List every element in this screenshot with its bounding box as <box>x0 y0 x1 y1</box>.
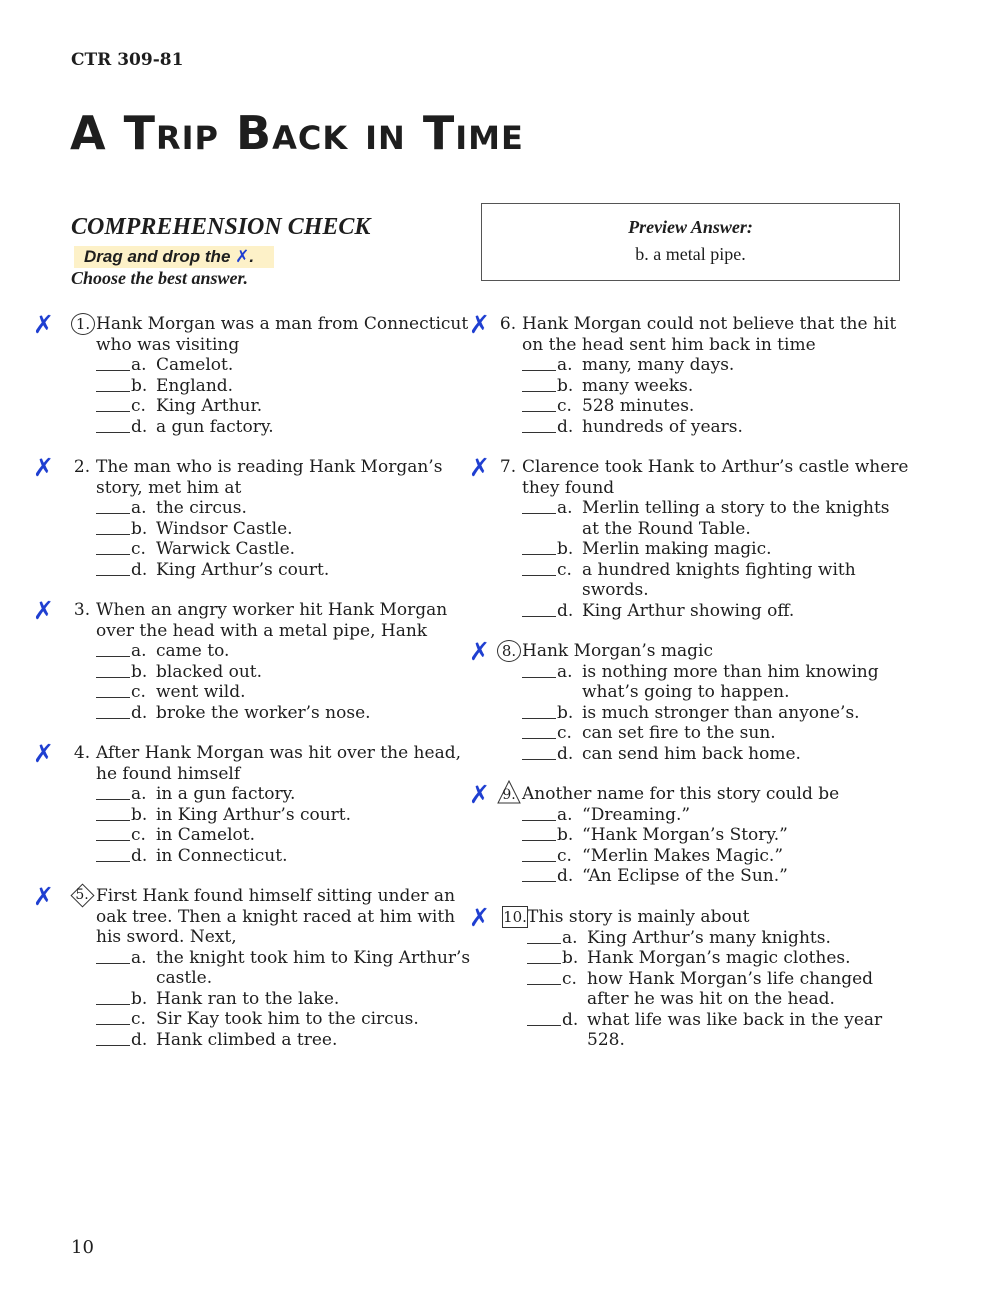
question-stem: When an angry worker hit Hank Morgan over the head with a metal pipe, Hank <box>96 600 448 641</box>
preview-label: Preview Answer: <box>628 217 753 237</box>
option-text: 528 minutes. <box>582 396 695 416</box>
answer-option <box>96 784 461 805</box>
x-mark-icon[interactable]: ✗ <box>469 637 490 666</box>
question-8 <box>469 637 879 764</box>
x-mark-icon[interactable]: ✗ <box>33 596 54 625</box>
answer-blank[interactable] <box>522 840 556 841</box>
answer-blank[interactable] <box>96 697 130 698</box>
answer-option <box>522 376 896 397</box>
question-number <box>71 884 93 906</box>
answer-options <box>522 662 879 765</box>
answer-options <box>522 498 908 621</box>
answer-option <box>522 601 908 622</box>
option-letter: c. <box>557 845 572 866</box>
option-letter: d. <box>557 743 574 764</box>
option-letter: b. <box>131 518 148 539</box>
answer-option <box>96 703 447 724</box>
document-code: CTR 309-81 <box>71 50 184 70</box>
answer-blank[interactable] <box>522 575 556 576</box>
answer-option <box>522 539 908 560</box>
option-text: hundreds of years. <box>582 416 743 437</box>
question-number-text: 6. <box>499 314 517 334</box>
answer-blank[interactable] <box>96 575 130 576</box>
answer-blank[interactable] <box>527 1025 561 1026</box>
question-number <box>71 600 93 621</box>
option-letter: d. <box>562 1009 579 1030</box>
option-letter: a. <box>557 804 573 825</box>
answer-blank[interactable] <box>522 759 556 760</box>
option-letter: a. <box>131 498 147 518</box>
question-stem: First Hank found himself sitting under an oak tree. Then a knight raced at him with his sword. Next, <box>96 886 456 947</box>
answer-options <box>96 948 470 1051</box>
question-7 <box>469 453 909 621</box>
question-stem: After Hank Morgan was hit over the head, he found himself <box>96 743 461 784</box>
answer-option <box>96 641 447 662</box>
answer-blank[interactable] <box>96 432 130 433</box>
answer-blank[interactable] <box>522 411 556 412</box>
answer-options <box>96 784 461 866</box>
question-number-text: 4. <box>73 743 91 763</box>
question-stem: This story is mainly about <box>527 907 750 927</box>
option-text: went wild. <box>156 682 246 702</box>
option-letter: d. <box>131 702 148 723</box>
option-text: can send him back home. <box>582 743 801 764</box>
answer-option <box>96 805 461 826</box>
question-number <box>497 314 519 335</box>
question-number-text: 1. <box>75 315 91 333</box>
x-mark-icon[interactable]: ✗ <box>33 310 54 339</box>
answer-option <box>96 825 461 846</box>
question-number <box>502 906 528 928</box>
question-number-text: 2. <box>73 457 91 477</box>
answer-option <box>96 355 468 376</box>
x-mark-icon[interactable]: ✗ <box>33 453 54 482</box>
answer-blank[interactable] <box>96 534 130 535</box>
option-text: Hank ran to the lake. <box>156 988 340 1009</box>
option-letter: a. <box>131 355 147 375</box>
option-text: Merlin telling a story to the knights at the Round Table. <box>582 498 890 539</box>
option-text: in Connecticut. <box>156 845 288 866</box>
option-letter: c. <box>557 559 572 580</box>
x-mark-icon[interactable]: ✗ <box>469 310 490 339</box>
x-mark-icon[interactable]: ✗ <box>33 882 54 911</box>
answer-blank[interactable] <box>96 1004 130 1005</box>
answer-blank[interactable] <box>96 391 130 392</box>
comprehension-heading: COMPREHENSION CHECK <box>71 214 371 240</box>
answer-option <box>96 682 447 703</box>
question-1 <box>33 310 469 437</box>
answer-blank[interactable] <box>96 840 130 841</box>
answer-blank[interactable] <box>522 861 556 862</box>
option-text: Hank Morgan’s magic clothes. <box>587 948 851 968</box>
option-text: Hank climbed a tree. <box>156 1029 338 1050</box>
question-number <box>71 457 93 478</box>
drag-instruction <box>74 246 274 268</box>
drag-hint-text: Drag and drop the <box>84 247 231 266</box>
question-stem: Another name for this story could be <box>522 784 840 804</box>
option-text: the knight took him to King Arthur’s castle. <box>156 947 471 988</box>
drag-hint-end: . <box>249 247 255 266</box>
option-text: broke the worker’s nose. <box>156 702 371 723</box>
answer-option <box>522 825 839 846</box>
question-6 <box>469 310 897 437</box>
x-mark-icon: ✗ <box>235 247 250 266</box>
option-text: England. <box>156 375 234 396</box>
option-letter: c. <box>131 825 146 845</box>
question-number <box>497 780 521 804</box>
answer-option <box>522 417 896 438</box>
answer-option <box>527 969 882 1010</box>
answer-blank[interactable] <box>522 616 556 617</box>
answer-blank[interactable] <box>527 984 561 985</box>
question-stem: Hank Morgan’s magic <box>522 641 713 661</box>
question-number-text: 3. <box>73 600 91 620</box>
answer-blank[interactable] <box>522 677 556 678</box>
option-letter: b. <box>557 702 574 723</box>
option-letter: b. <box>131 988 148 1009</box>
answer-option <box>96 519 442 540</box>
option-text: “Merlin Makes Magic.” <box>582 845 784 866</box>
answer-options <box>522 355 896 437</box>
answer-options <box>522 805 839 887</box>
option-text: Windsor Castle. <box>156 518 293 539</box>
answer-blank[interactable] <box>522 513 556 514</box>
option-letter: b. <box>557 375 574 396</box>
option-text: can set fire to the sun. <box>582 723 776 743</box>
x-mark-icon[interactable]: ✗ <box>469 453 490 482</box>
answer-blank[interactable] <box>522 432 556 433</box>
question-5 <box>33 882 471 1050</box>
answer-option <box>522 498 908 539</box>
answer-blank[interactable] <box>96 677 130 678</box>
question-number-text: 10. <box>503 908 527 926</box>
option-text: a hundred knights fighting with swords. <box>582 559 856 600</box>
option-text: many weeks. <box>582 375 694 396</box>
answer-option <box>522 846 839 867</box>
question-stem: The man who is reading Hank Morgan’s story, met him at <box>96 457 443 498</box>
question-2 <box>33 453 443 580</box>
option-letter: d. <box>131 416 148 437</box>
answer-option <box>522 744 879 765</box>
question-number-text: 8. <box>501 642 517 660</box>
option-letter: c. <box>131 1009 146 1029</box>
answer-blank[interactable] <box>522 820 556 821</box>
answer-option <box>96 662 447 683</box>
answer-option <box>522 560 908 601</box>
option-text: in Camelot. <box>156 825 256 845</box>
page-title: A Trip Back in Time <box>70 106 524 160</box>
answer-blank[interactable] <box>96 656 130 657</box>
answer-option <box>96 498 442 519</box>
answer-option <box>96 539 442 560</box>
option-text: in a gun factory. <box>156 784 296 804</box>
option-letter: d. <box>131 559 148 580</box>
option-letter: a. <box>557 498 573 518</box>
question-number <box>71 743 93 764</box>
option-text: a gun factory. <box>156 416 274 437</box>
option-letter: c. <box>131 539 146 559</box>
answer-blank[interactable] <box>522 718 556 719</box>
option-letter: a. <box>131 784 147 804</box>
x-mark-icon[interactable]: ✗ <box>33 739 54 768</box>
answer-option <box>522 662 879 703</box>
option-text: King Arthur. <box>156 396 263 416</box>
answer-blank[interactable] <box>527 943 561 944</box>
option-letter: c. <box>131 682 146 702</box>
option-letter: b. <box>562 948 579 968</box>
answer-option <box>527 928 882 949</box>
answer-option <box>96 948 470 989</box>
answer-options <box>527 928 882 1051</box>
option-text: King Arthur’s court. <box>156 559 330 580</box>
option-letter: d. <box>557 866 574 886</box>
option-text: many, many days. <box>582 355 735 375</box>
option-text: is much stronger than anyone’s. <box>582 702 860 723</box>
answer-blank[interactable] <box>96 370 130 371</box>
option-letter: d. <box>131 845 148 866</box>
preview-answer-box <box>481 203 900 281</box>
option-letter: a. <box>557 661 573 682</box>
question-number-text: 5. <box>75 887 89 903</box>
option-letter: b. <box>131 804 148 825</box>
answer-blank[interactable] <box>96 1024 130 1025</box>
question-10 <box>469 903 883 1051</box>
option-letter: c. <box>557 723 572 743</box>
x-mark-icon[interactable]: ✗ <box>469 903 490 932</box>
option-letter: c. <box>557 396 572 416</box>
option-letter: a. <box>131 947 147 968</box>
option-text: blacked out. <box>156 661 263 682</box>
option-letter: d. <box>131 1029 148 1050</box>
question-stem: Hank Morgan could not believe that the hit on the head sent him back in time <box>522 314 897 355</box>
option-text: the circus. <box>156 498 247 518</box>
answer-option <box>522 396 896 417</box>
option-text: is nothing more than him knowing what’s going to happen. <box>582 661 879 702</box>
answer-option <box>527 948 882 969</box>
question-stem: Hank Morgan was a man from Connecticut who was visiting <box>96 314 469 355</box>
option-text: Merlin making magic. <box>582 539 772 559</box>
answer-option <box>96 846 461 867</box>
answer-option <box>96 560 442 581</box>
option-letter: a. <box>562 927 578 948</box>
option-text: King Arthur’s many knights. <box>587 927 831 948</box>
choose-instruction: Choose the best answer. <box>71 268 249 288</box>
answer-option <box>522 723 879 744</box>
option-text: “Dreaming.” <box>582 804 691 825</box>
answer-blank[interactable] <box>522 391 556 392</box>
option-letter: b. <box>557 539 574 559</box>
answer-option <box>96 1009 470 1030</box>
option-letter: b. <box>131 375 148 396</box>
answer-blank[interactable] <box>96 820 130 821</box>
answer-option <box>96 376 468 397</box>
option-text: came to. <box>156 641 230 661</box>
answer-blank[interactable] <box>522 881 556 882</box>
answer-options <box>96 641 447 723</box>
answer-option <box>96 396 468 417</box>
option-letter: b. <box>557 825 574 845</box>
page-number: 10 <box>71 1237 94 1258</box>
option-text: how Hank Morgan’s life changed after he was hit on the head. <box>587 968 874 1009</box>
option-text: in King Arthur’s court. <box>156 804 352 825</box>
answer-options <box>96 355 468 437</box>
answer-option <box>522 355 896 376</box>
question-3 <box>33 596 448 723</box>
option-letter: c. <box>562 968 577 989</box>
answer-blank[interactable] <box>522 554 556 555</box>
answer-blank[interactable] <box>527 963 561 964</box>
option-letter: c. <box>131 396 146 416</box>
option-text: Camelot. <box>156 355 234 375</box>
answer-blank[interactable] <box>96 513 130 514</box>
option-letter: d. <box>557 416 574 437</box>
answer-option <box>522 866 839 887</box>
question-9 <box>469 780 840 887</box>
option-text: what life was like back in the year 528. <box>587 1009 883 1050</box>
answer-option <box>96 989 470 1010</box>
option-letter: a. <box>557 355 573 375</box>
answer-blank[interactable] <box>96 718 130 719</box>
answer-blank[interactable] <box>522 738 556 739</box>
answer-option <box>527 1010 882 1051</box>
question-4 <box>33 739 461 866</box>
question-number <box>497 457 519 478</box>
option-text: “An Eclipse of the Sun.” <box>582 866 788 886</box>
answer-blank[interactable] <box>522 370 556 371</box>
answer-option <box>96 417 468 438</box>
preview-answer: b. a metal pipe. <box>635 244 746 264</box>
option-text: King Arthur showing off. <box>582 600 795 621</box>
option-text: Sir Kay took him to the circus. <box>156 1009 419 1029</box>
answer-blank[interactable] <box>96 411 130 412</box>
answer-options <box>96 498 442 580</box>
answer-option <box>96 1030 470 1051</box>
answer-blank[interactable] <box>96 1045 130 1046</box>
option-letter: b. <box>131 661 148 682</box>
x-mark-icon[interactable]: ✗ <box>469 780 490 809</box>
option-text: “Hank Morgan’s Story.” <box>582 825 788 845</box>
question-number <box>497 640 521 662</box>
question-stem: Clarence took Hank to Arthur’s castle where they found <box>522 457 909 498</box>
question-number-text: 9. <box>502 787 516 803</box>
answer-option <box>522 703 879 724</box>
answer-blank[interactable] <box>96 861 130 862</box>
question-number <box>71 313 95 335</box>
question-number-text: 7. <box>499 457 517 477</box>
answer-blank[interactable] <box>96 554 130 555</box>
option-text: Warwick Castle. <box>156 539 296 559</box>
answer-blank[interactable] <box>96 963 130 964</box>
answer-option <box>522 805 839 826</box>
option-letter: a. <box>131 641 147 661</box>
answer-blank[interactable] <box>96 799 130 800</box>
option-letter: d. <box>557 600 574 621</box>
